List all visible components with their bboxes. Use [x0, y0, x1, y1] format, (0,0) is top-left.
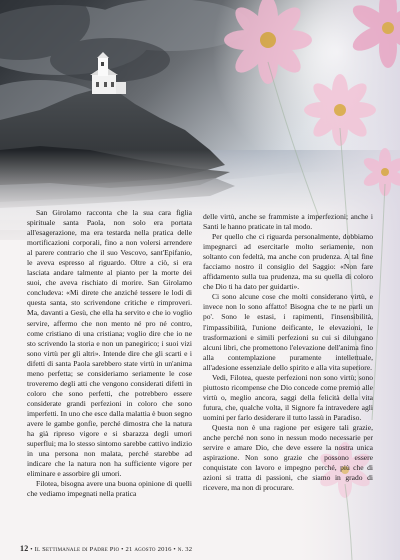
footer-separator: • — [30, 546, 33, 553]
paragraph: Vedi, Filotea, queste perfezioni non sono virtù; sono piuttosto ricompense che Dio concede come premio alle virtù o, meglio ancora, saggi della felicità della vita futura, che, qualche volta, il Signore fa intravedere agli uomini per farlo desiderare il tutto lassù in Paradiso. — [203, 372, 373, 422]
paragraph: Questa non è una ragione per esigere tali grazie, anche perché non sono in nessun modo necessarie per servire e amare Dio, che deve essere la nostra unica aspirazione. Non sono grazie che possono essere conquistate con lavoro e impegno perché, più che di azioni si tratta di passioni, che siamo in grado di ricevere, ma non di procurare. — [203, 422, 373, 493]
issue-date: 21 agosto 2016 • n. 32 — [125, 546, 193, 553]
paragraph: delle virtù, anche se frammiste a imperfezioni; anche i Santi le hanno praticate in tal modo. — [203, 212, 373, 232]
page-number: 12 — [20, 544, 29, 553]
publication-name: Il Settimanale di Padre Pio — [34, 546, 120, 553]
page-footer — [20, 544, 192, 553]
paragraph: Per quello che ci riguarda personalmente, dobbiamo impegnarci ad esercitarle molto seriamente, non soltanto con fedeltà, ma anche con prudenza. A tal fine facciamo nostro il consiglio del Saggio: «Non fare affidamento sulla tua prudenza, ma su quella di coloro che Dio ti ha dato per guidarti». — [203, 232, 373, 292]
paragraph: San Girolamo racconta che la sua cara figlia spirituale santa Paola, non solo era portata all'esagerazione, ma era testarda nella pratica delle mortificazioni corporali, fino a non volersi arrendere al parere contrario che il suo Vescovo, sant'Epifanio, le aveva espresso al riguardo. Oltre a ciò, si era lasciata andare talmente al pianto per la morte dei suoi, che aveva rischiato di morire. San Girolamo concludeva: «Mi direte che anziché tessere le lodi di questa santa, sto scrivendone critiche e rimproveri. Ma, davanti a Gesù, che ella ha servito e che io voglio servire, affermo che non mento né pro né contro, come cristiano di una cristiana; voglio dire che io ne sto scrivendo la storia e non un panegirico; i suoi vizi sono virtù per gli altri». Intende dire che gli scarti e i difetti di santa Paola sarebbero state virtù in un'anima meno perfetta; se consideriamo seriamente le cose troveremo degli atti che vengono considerati difetti in coloro che sono perfetti, che potrebbero essere considerate grandi perfezioni in coloro che sono imperfetti. In uno che esce dalla malattia è buon segno avere le gambe gonfie, perché dimostra che la natura ha già ripreso vigore e si sbarazza degli umori superflui; ma lo stesso sintomo sarebbe cattivo indizio in una persona non malata, perché starebbe ad indicare che la natura non ha sufficiente vigore per eliminare e assorbire gli umori. — [27, 208, 192, 479]
footer-separator: • — [121, 546, 124, 553]
paragraph: Ci sono alcune cose che molti considerano virtù, e invece non lo sono affatto! Bisogna che te ne parli un po'. Sono le estasi, i rapimenti, l'insensibilità, l'impassibilità, l'unione deificante, le elevazioni, le trasformazioni e simili perfezioni su cui si dilungano alcuni libri, che promettono l'elevazione dell'anima fino alla contemplazione puramente intellettuale, all'adesione essenziale dello spirito e alla vita superiore. — [203, 292, 373, 372]
text-column-right — [203, 212, 373, 493]
text-column-left — [27, 208, 192, 499]
paragraph: Filotea, bisogna avere una buona opinione di quelli che vediamo impegnati nella pratica — [27, 479, 192, 499]
